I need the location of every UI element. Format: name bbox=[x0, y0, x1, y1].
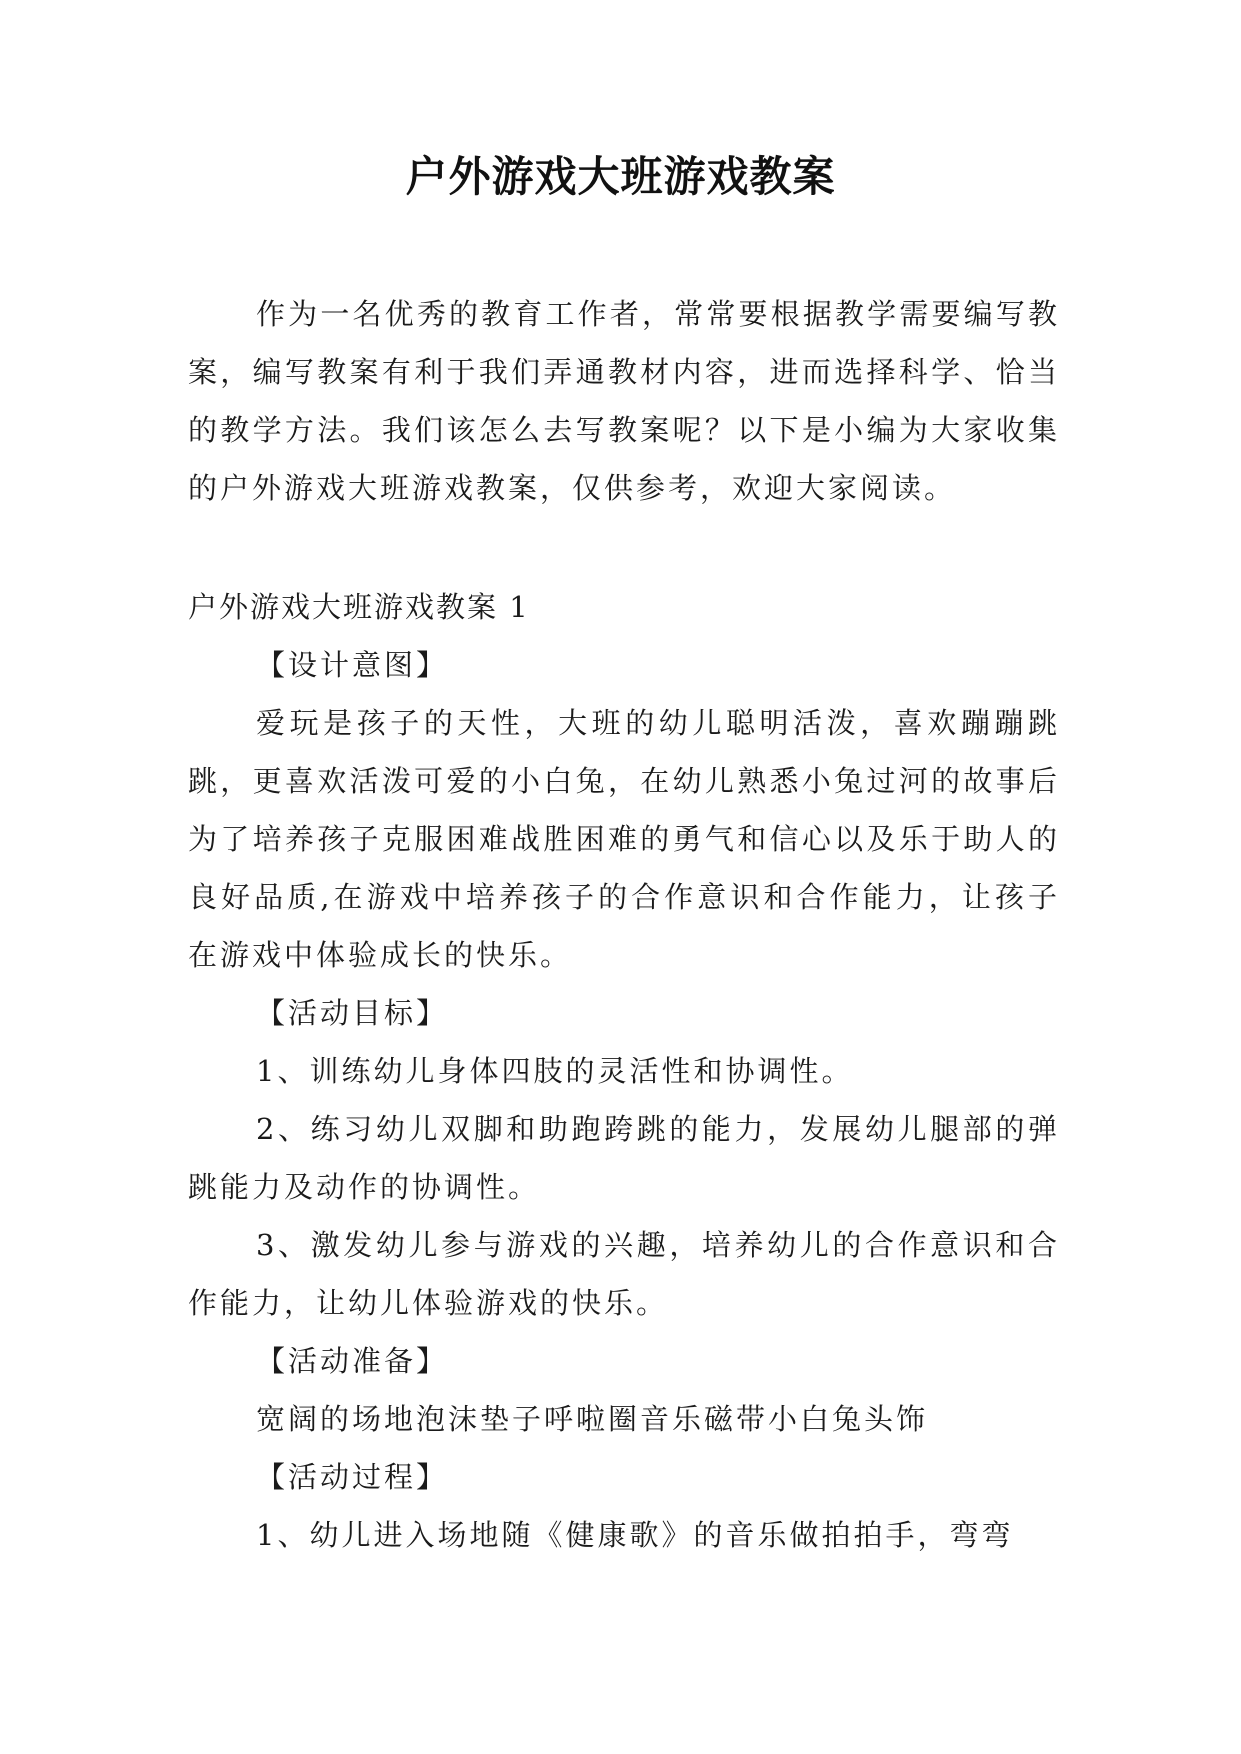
preparation-text: 宽阔的场地泡沫垫子呼啦圈音乐磁带小白兔头饰 bbox=[256, 1402, 929, 1436]
goal-item-1: 1、训练幼儿身体四肢的灵活性和协调性。 bbox=[256, 1054, 854, 1088]
goal-item-3: 3、激发幼儿参与游戏的兴趣，培养幼儿的合作意识和合作能力，让幼儿体验游戏的快乐。 bbox=[188, 1228, 1060, 1320]
section-title: 户外游戏大班游戏教案 1 bbox=[188, 590, 530, 624]
heading-activity-process: 【活动过程】 bbox=[256, 1460, 449, 1494]
heading-activity-preparation: 【活动准备】 bbox=[256, 1344, 449, 1378]
heading-activity-goals: 【活动目标】 bbox=[256, 996, 449, 1030]
section-1 bbox=[188, 578, 1060, 1564]
process-step-1: 1、幼儿进入场地随《健康歌》的音乐做拍拍手，弯弯 bbox=[256, 1518, 1014, 1552]
intro-paragraph: 作为一名优秀的教育工作者，常常要根据教学需要编写教案，编写教案有利于我们弄通教材内容，进而选择科学、恰当的教学方法。我们该怎么去写教案呢？以下是小编为大家收集的户外游戏大班游戏教案，仅供参考，欢迎大家阅读。 bbox=[188, 297, 1060, 505]
heading-design-intent: 【设计意图】 bbox=[256, 648, 449, 682]
paragraph-design-intent: 爱玩是孩子的天性，大班的幼儿聪明活泼，喜欢蹦蹦跳跳，更喜欢活泼可爱的小白兔，在幼儿熟悉小兔过河的故事后为了培养孩子克服困难战胜困难的勇气和信心以及乐于助人的良好品质,在游戏中培养孩子的合作意识和合作能力，让孩子在游戏中体验成长的快乐。 bbox=[188, 706, 1060, 972]
goal-item-2: 2、练习幼儿双脚和助跑跨跳的能力，发展幼儿腿部的弹跳能力及动作的协调性。 bbox=[188, 1112, 1060, 1204]
document-title: 户外游戏大班游戏教案 bbox=[405, 152, 836, 201]
